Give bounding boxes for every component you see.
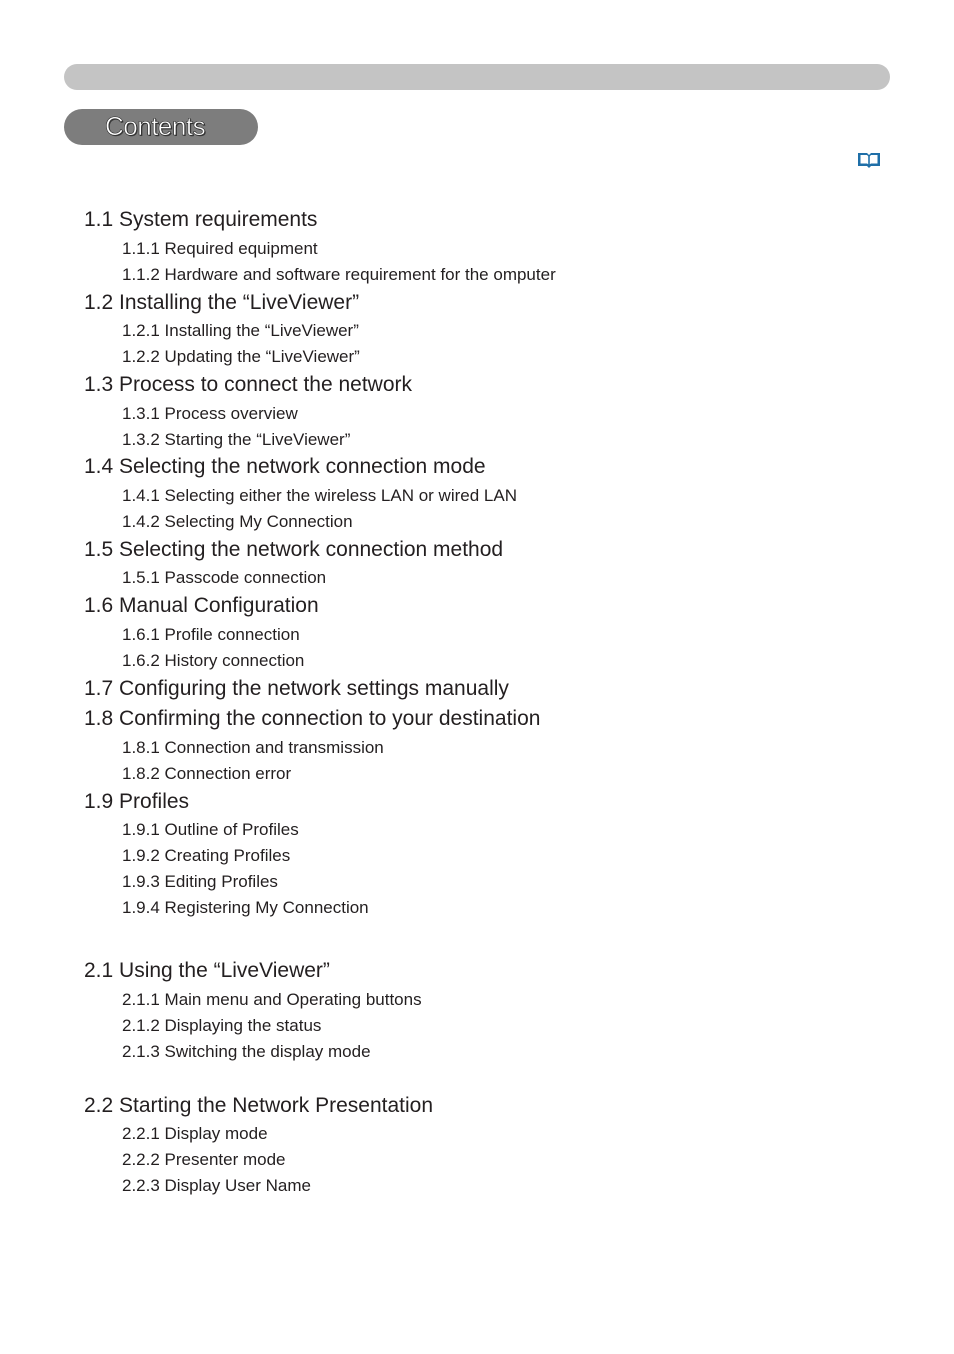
toc-subsection-1-9-2[interactable]: 1.9.2 Creating Profiles bbox=[122, 846, 291, 865]
toc-subsection-1-4-2[interactable]: 1.4.2 Selecting My Connection bbox=[122, 512, 353, 531]
toc-section-1-3[interactable]: 1.3 Process to connect the network bbox=[84, 373, 413, 396]
toc-subsection-1-9-4[interactable]: 1.9.4 Registering My Connection bbox=[122, 898, 369, 917]
toc-subsection-1-3-1[interactable]: 1.3.1 Process overview bbox=[122, 404, 298, 423]
toc-subsection-1-3-2[interactable]: 1.3.2 Starting the “LiveViewer” bbox=[122, 430, 351, 449]
toc-subsection-1-1-2[interactable]: 1.1.2 Hardware and software requirement for the omputer bbox=[122, 265, 556, 284]
toc-subsection-1-1-1[interactable]: 1.1.1 Required equipment bbox=[122, 239, 318, 258]
toc-section-1-9[interactable]: 1.9 Profiles bbox=[84, 790, 190, 813]
toc-subsection-1-6-1[interactable]: 1.6.1 Profile connection bbox=[122, 625, 300, 644]
toc-subsection-1-6-2[interactable]: 1.6.2 History connection bbox=[122, 651, 305, 670]
toc-section-1-4[interactable]: 1.4 Selecting the network connection mode bbox=[84, 455, 486, 478]
toc-subsection-1-9-3[interactable]: 1.9.3 Editing Profiles bbox=[122, 872, 278, 891]
toc-subsection-1-2-1[interactable]: 1.2.1 Installing the “LiveViewer” bbox=[122, 321, 359, 340]
toc-subsection-1-4-1[interactable]: 1.4.1 Selecting either the wireless LAN or wired LAN bbox=[122, 486, 517, 505]
toc-subsection-2-2-3[interactable]: 2.2.3 Display User Name bbox=[122, 1176, 311, 1195]
toc-subsection-2-2-2[interactable]: 2.2.2 Presenter mode bbox=[122, 1150, 286, 1169]
toc-section-1-8[interactable]: 1.8 Confirming the connection to your destination bbox=[84, 707, 541, 730]
toc-section-1-2[interactable]: 1.2 Installing the “LiveViewer” bbox=[84, 291, 360, 314]
toc-section-1-1[interactable]: 1.1 System requirements bbox=[84, 208, 318, 231]
contents-title-text: Contents bbox=[105, 111, 206, 141]
toc-subsection-2-1-2[interactable]: 2.1.2 Displaying the status bbox=[122, 1016, 322, 1035]
toc-subsection-1-2-2[interactable]: 1.2.2 Updating the “LiveViewer” bbox=[122, 347, 360, 366]
toc-section-1-7[interactable]: 1.7 Configuring the network settings manually bbox=[84, 677, 509, 700]
toc-section-2-1[interactable]: 2.1 Using the “LiveViewer” bbox=[84, 959, 330, 982]
toc-subsection-2-1-3[interactable]: 2.1.3 Switching the display mode bbox=[122, 1042, 371, 1061]
toc-subsection-2-1-1[interactable]: 2.1.1 Main menu and Operating buttons bbox=[122, 990, 422, 1009]
toc-subsection-2-2-1[interactable]: 2.2.1 Display mode bbox=[122, 1124, 268, 1143]
toc-section-2-2[interactable]: 2.2 Starting the Network Presentation bbox=[84, 1094, 434, 1117]
toc-section-1-5[interactable]: 1.5 Selecting the network connection method bbox=[84, 538, 504, 561]
toc-subsection-1-5-1[interactable]: 1.5.1 Passcode connection bbox=[122, 568, 327, 587]
toc-subsection-1-8-2[interactable]: 1.8.2 Connection error bbox=[122, 764, 292, 783]
toc-subsection-1-8-1[interactable]: 1.8.1 Connection and transmission bbox=[122, 738, 384, 757]
toc-section-1-6[interactable]: 1.6 Manual Configuration bbox=[84, 594, 319, 617]
toc-subsection-1-9-1[interactable]: 1.9.1 Outline of Profiles bbox=[122, 820, 299, 839]
